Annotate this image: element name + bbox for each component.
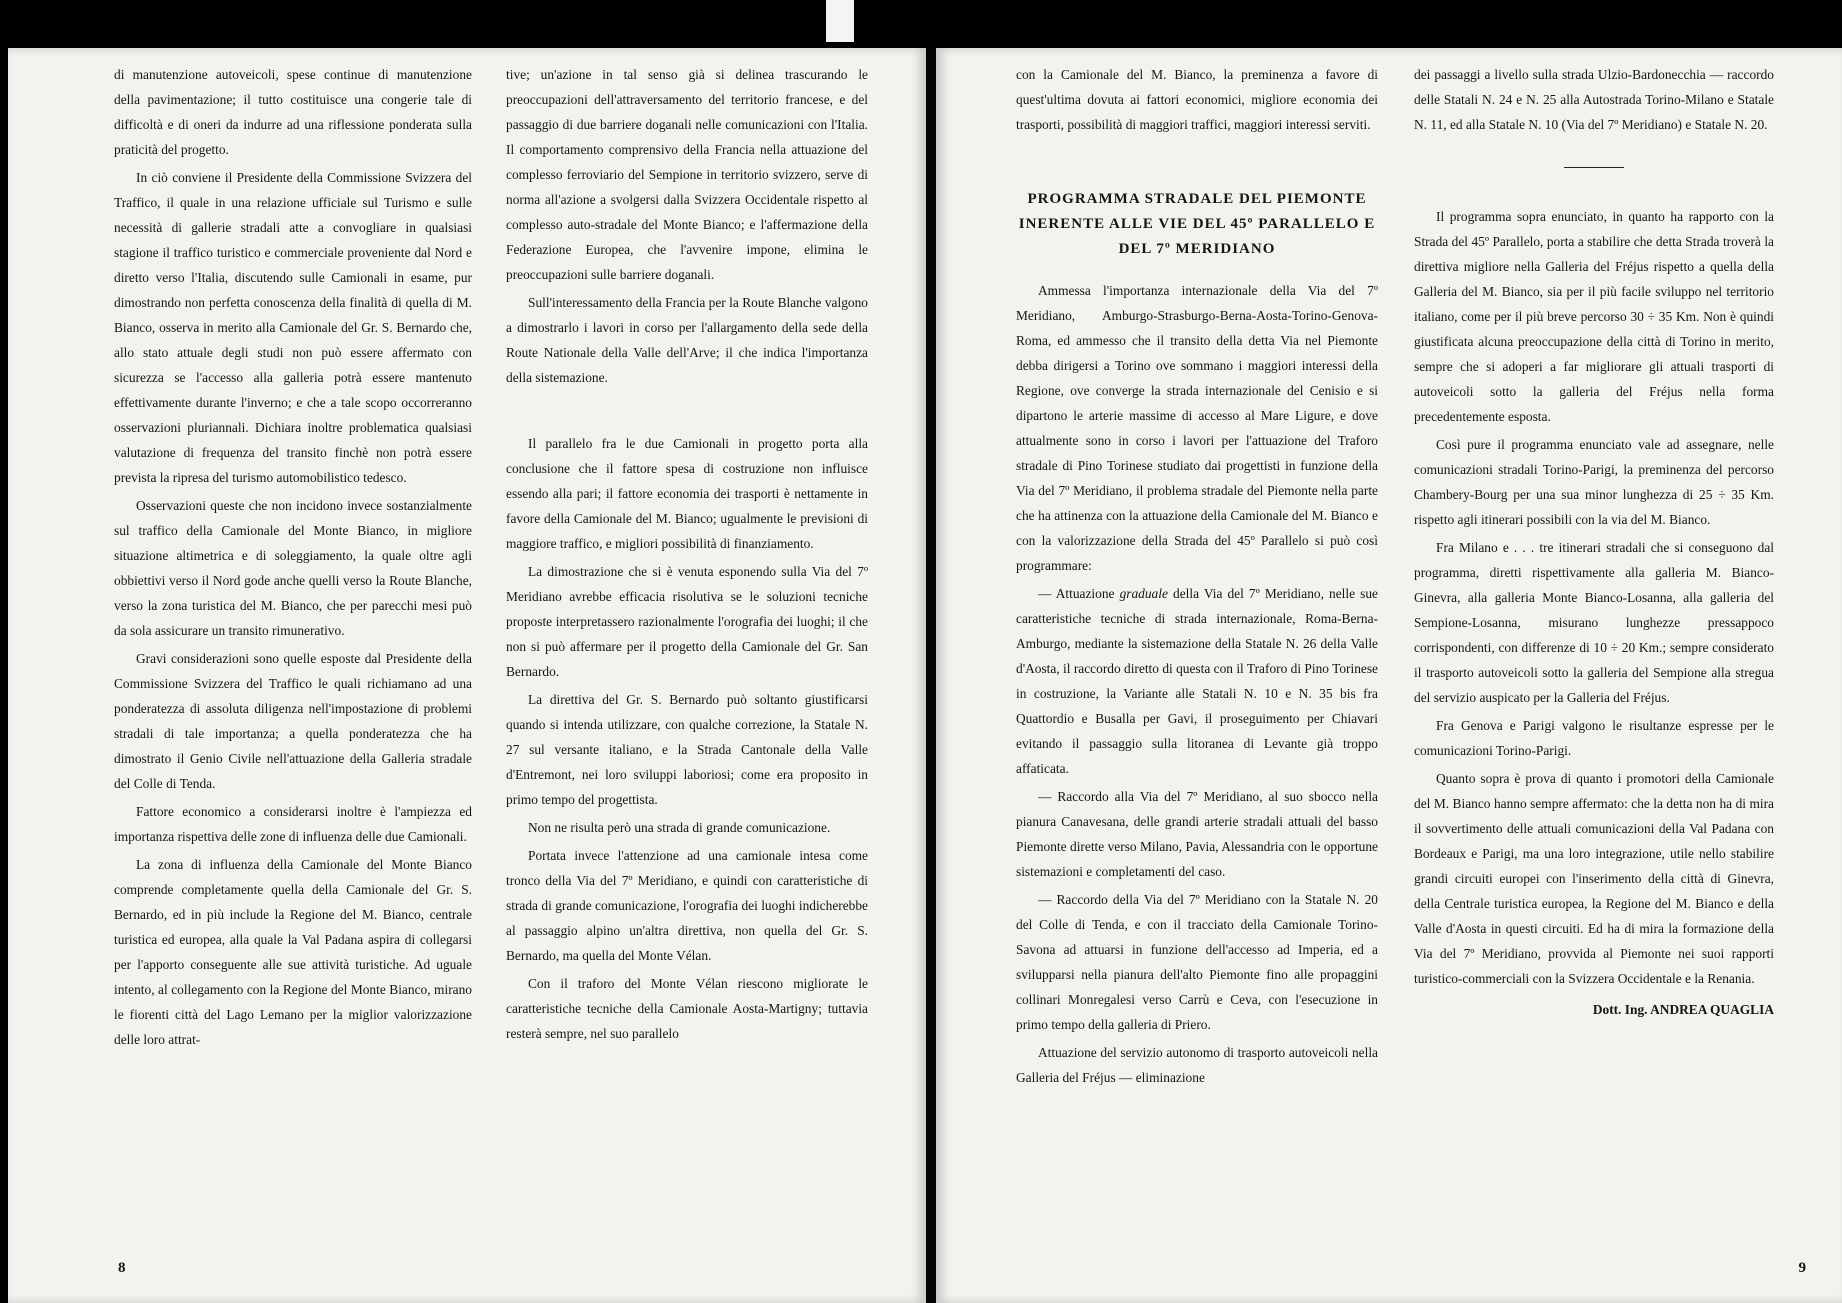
paragraph: Gravi considerazioni sono quelle esposte dal Presidente della Commissione Svizzera del Traffico le quali richiamano ad una ponderatezza di assoluta diligenza nell'impostazione di problemi stradali di tale importanza; a quella ponderatezza che ha dimostrato il Genio Civile nell'attuazione della Galleria stradale del Colle di Tenda. [114,651,472,791]
paragraph: — Raccordo della Via del 7º Meridiano con la Statale N. 20 del Colle di Tenda, e con il tracciato della Camionale Torino-Savona ad attuarsi in funzione dell'accesso ad Imperia, ed a svilupparsi nella pianura dell'alto Piemonte fino alle propaggini collinari Monregalesi verso Carrù e Ceva, con l'esecuzione in primo tempo della galleria di Priero. [1016,892,1378,1032]
paragraph: — Raccordo alla Via del 7º Meridiano, al suo sbocco nella pianura Canavesana, delle grandi arterie stradali attuali del basso Piemonte dirette verso Milano, Pavia, Alessandria con le opportune sistemazioni e completamenti del caso. [1016,789,1378,879]
paragraph: La dimostrazione che si è venuta esponendo sulla Via del 7º Meridiano avrebbe efficacia risolutiva se le soluzioni tecniche proposte interpretassero razionalmente l'orografia dei luoghi; il che non si può affermare per il progetto della Camionale del Gr. San Bernardo. [506,564,868,679]
paragraph [1016,581,1378,781]
section-heading: PROGRAMMA STRADALE DEL PIEMONTE INERENTE ALLE VIE DEL 45º PARALLELO E DEL 7º MERIDIANO [1018,191,1376,257]
paragraph: Fra Milano e . . . tre itinerari stradali che si conseguono dal programma, diretti rispettivamente alla galleria M. Bianco-Ginevra, alla galleria Monte Bianco-Losanna, alla galleria del Sempione-Losanna, misurano lunghezze pressappoco corrispondenti, con differenze di 10 ÷ 20 Km.; sempre considerato il trasporto autoveicoli sotto la galleria del Sempione alla stregua del servizio auspicato per la Galleria del Fréjus. [1414,540,1774,705]
paragraph: La direttiva del Gr. S. Bernardo può soltanto giustificarsi quando si intenda utilizzare, con qualche correzione, la Statale N. 27 sul versante italiano, e la Strada Cantonale della Valle d'Entremont, nei loro sviluppi laboriosi; come era proposito in primo tempo del progettista. [506,692,868,807]
right-column-1 [1016,62,1378,1093]
paragraph: tive; un'azione in tal senso già si delinea trascurando le preoccupazioni dell'attraversamento del territorio francese, e del passaggio di due barriere doganali nelle comunicazioni con l'Italia. Il comportamento comprensivo della Francia nella attuazione del complesso ferroviario del Sempione in territorio svizzero, serve di norma all'azione a svolgersi dalla Svizzera Occidentale rispetto al complesso auto-stradale del Monte Bianco; e l'affermazione della Federazione Europea, che l'avvenire impone, elimina le preoccupazioni sulle barriere doganali. [506,67,868,282]
paragraph: Il programma sopra enunciato, in quanto ha rapporto con la Strada del 45º Parallelo, porta a stabilire che detta Strada troverà la direttiva migliore nella Galleria del Fréjus rispetto a quella della Galleria del M. Bianco, sia per il più facile sviluppo nel territorio italiano, come per il più breve percorso 30 ÷ 35 Km. Non è quindi giustificata alcuna preoccupazione della città di Torino in merito, sempre che si adoperi a far migliorare gli attuali trasporti di autoveicoli sotto la galleria del Fréjus nella forma precedentemente esposta. [1414,209,1774,424]
paper-tab [826,0,854,42]
scan-background [0,0,1842,48]
item-prefix: — Attuazione [1038,586,1120,601]
paragraph: di manutenzione autoveicoli, spese continue di manutenzione della pavimentazione; il tutto costituisce una congerie tale di difficoltà e di oneri da indurre ad una riflessione ponderata sulla praticità del progetto. [114,67,472,157]
paragraph: Ammessa l'importanza internazionale della Via del 7º Meridiano, Amburgo-Strasburgo-Berna-Aosta-Torino-Genova-Roma, ed ammesso che il transito della detta Via nel Piemonte debba dirigersi a Torino ove sommano i maggiori interessi della Regione, ove converge la strada internazionale del Cenisio e si dipartono le arterie massime di accesso al Mare Ligure, e dove attualmente sono in corso i lavori per l'attuazione del Traforo stradale di Pino Torinese studiato dai progettisti in funzione della Via del 7º Meridiano, il problema stradale del Piemonte nella parte che ha attinenza con la attuazione della Camionale del M. Bianco e con la valorizzazione della Strada del 45º Parallelo si può così programmare: [1016,283,1378,573]
paragraph: La zona di influenza della Camionale del Monte Bianco comprende completamente quella della Camionale del Gr. S. Bernardo, ed in più include la Regione del M. Bianco, centrale turistica ed europea, alla quale la Val Padana aspira di collegarsi per l'apporto conseguente alle sue attività turistiche. Ad uguale intento, al collegamento con la Regione del Monte Bianco, mirano le fiorenti città del Lago Lemano per la miglior valorizzazione delle loro attrat- [114,857,472,1047]
emphasis: graduale [1119,586,1168,601]
book-gutter [926,48,936,1303]
right-page [936,48,1842,1303]
paragraph: Osservazioni queste che non incidono invece sostanzialmente sul traffico della Camionale del Monte Bianco, in migliore situazione altimetrica e di soleggiamento, la quale oltre agli obbiettivi verso il Nord gode anche quelli verso la Route Blanche, verso la zona turistica del M. Bianco, che per parecchi mesi può da sola assicurare un transito rimunerativo. [114,498,472,638]
paragraph: Sull'interessamento della Francia per la Route Blanche valgono a dimostrarlo i lavori in corso per l'allargamento della sede della Route Nationale della Valle dell'Arve; il che indica l'importanza della sistemazione. [506,295,868,385]
paragraph: Portata invece l'attenzione ad una camionale intesa come tronco della Via del 7º Meridiano, e quindi con caratteristiche di strada di grande comunicazione, l'orografia dei luoghi indicherebbe al passaggio alpino un'altra direttiva, non quella del Gr. S. Bernardo, ma quella del Monte Vélan. [506,848,868,963]
paragraph: Il parallelo fra le due Camionali in progetto porta alla conclusione che il fattore spesa di costruzione non influisce essendo alla pari; il fattore economia dei trasporti è nettamente in favore della Camionale del M. Bianco; ugualmente le previsioni di maggiore traffico, e migliori possibilità di finanziamento. [506,436,868,551]
paragraph: Quanto sopra è prova di quanto i promotori della Camionale del M. Bianco hanno sempre affermato: che la detta non ha di mira il sovvertimento delle attuali comunicazioni della Val Padana con Bordeaux e Parigi, ma una loro integrazione, utile nello stabilire grandi circuiti europei con l'inserimento della città di Ginevra, della Centrale turistica europea, la Regione del M. Bianco e della Valle d'Aosta in questi circuiti. Ed ha di mira la formazione della Via del 7º Meridiano, provvida al Piemonte nei suoi rapporti turistico-commerciali con la Svizzera Occidentale e la Renania. [1414,771,1774,986]
paragraph: Non ne risulta però una strada di grande comunicazione. [528,820,831,835]
paragraph: Fra Genova e Parigi valgono le risultanze espresse per le comunicazioni Torino-Parigi. [1414,718,1774,758]
page-number: 8 [118,1260,126,1276]
item-text: della Via del 7º Meridiano, nelle sue caratteristiche tecniche di strada internazionale, Roma-Berna-Amburgo, mediante la sistemazione della Statale N. 26 della Valle d'Aosta, il raccordo diretto di questa con il Traforo di Pino Torinese in costruzione, la Variante alle Statali N. 10 e N. 35 bis fra Quattordio e Busalla per Gavi, il proseguimento per Chiavari evitando il passaggio sulla litoranea di Levante già troppo affaticata. [1016,586,1378,776]
left-page [8,48,926,1303]
author-signature: Dott. Ing. ANDREA QUAGLIA [1592,1002,1774,1017]
page-number: 9 [1798,1260,1806,1276]
paragraph: Attuazione del servizio autonomo di trasporto autoveicoli nella Galleria del Fréjus — eliminazione [1016,1045,1378,1085]
paragraph: In ciò conviene il Presidente della Commissione Svizzera del Traffico, il quale in una relazione ufficiale sul Turismo e sulle necessità di gallerie stradali atte a convogliare in qualsiasi stagione il traffico turistico e commerciale proveniente dal Nord e diretto verso l'Italia, discutendo sulle Camionali in esame, pur dimostrando non perfetta conoscenza della finalità di quella di M. Bianco, osserva in merito alla Camionale del Gr. S. Bernardo che, allo stato attuale degli studi non può essere affermato con sicurezza se l'accesso alla galleria potrà essere mantenuto effettivamente durante l'inverno; e che a tale scopo occorreranno osservazioni pluriannali. Dichiara inoltre problematica qualsiasi valutazione di frequenza del transito finchè non potrà essere prevista la ripresa del turismo automobilistico tedesco. [114,170,472,485]
right-column-2 [1414,62,1774,1022]
left-column-2 [506,62,868,1049]
section-divider [1564,167,1624,168]
paragraph: Così pure il programma enunciato vale ad assegnare, nelle comunicazioni stradali Torino-Parigi, la preminenza del percorso Chambery-Bourg per una sua minor lunghezza di 25 ÷ 35 Km. rispetto agli itinerari possibili con la via del M. Bianco. [1414,437,1774,527]
paragraph: Con il traforo del Monte Vélan riescono migliorate le caratteristiche tecniche della Camionale Aosta-Martigny; tuttavia resterà sempre, nel suo parallelo [506,976,868,1041]
paragraph: Fattore economico a considerarsi inoltre è l'ampiezza ed importanza rispettiva delle zone di influenza delle due Camionali. [114,804,472,844]
left-column-1 [114,62,472,1055]
paragraph: con la Camionale del M. Bianco, la preminenza a favore di quest'ultima dovuta ai fattori economici, migliore economia dei trasporti, possibilità di maggiori traffici, maggiori interessi serviti. [1016,67,1378,132]
paragraph: dei passaggi a livello sulla strada Ulzio-Bardonecchia — raccordo delle Statali N. 24 e N. 25 alla Autostrada Torino-Milano e Statale N. 11, ed alla Statale N. 10 (Via del 7º Meridiano) e Statale N. 20. [1414,67,1774,132]
